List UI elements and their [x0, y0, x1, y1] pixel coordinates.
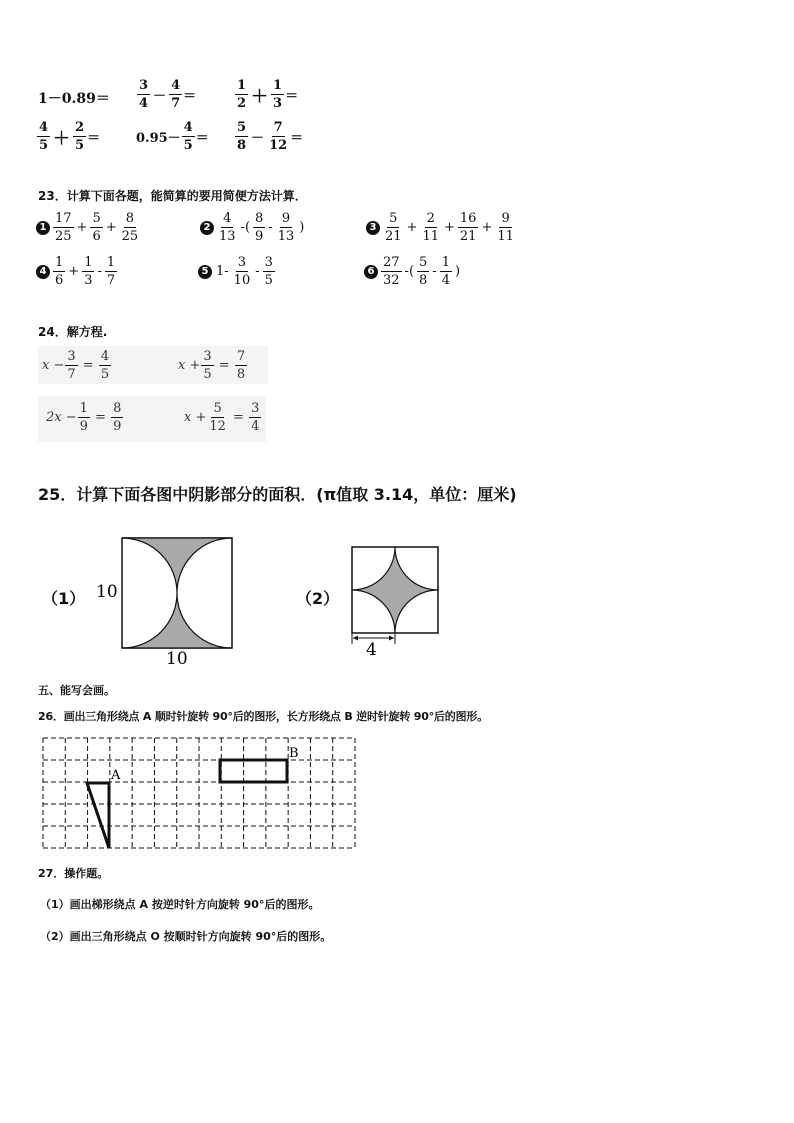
q24-title: 24．解方程.: [38, 325, 108, 339]
q23-item: [198, 256, 276, 287]
fraction: $\frac{1}{7}$: [106, 255, 116, 288]
operator: +: [105, 220, 117, 235]
fraction: $\frac{8}{25}$: [121, 211, 139, 244]
item-number-badge: 1: [36, 221, 50, 235]
fraction: $\frac{3}{5}$: [264, 255, 273, 288]
oral-r2c1: $\frac{4}{5}$ ＋ $\frac{2}{5}$ ＝: [39, 120, 101, 153]
oral-r1c1: [38, 88, 110, 108]
equation: x − $\frac{3}{7}$ = $\frac{4}{5}$: [42, 349, 110, 382]
fig1-label: （1）: [42, 589, 86, 608]
fraction: $\frac{17}{25}$: [55, 211, 72, 244]
fraction: $\frac{27}{32}$: [383, 255, 400, 288]
operator: +: [444, 220, 455, 235]
oral-r1c2: $\frac{3}{4}$ － $\frac{4}{7}$ ＝: [139, 78, 197, 111]
operator: +: [406, 220, 418, 235]
fraction: $\frac{1}{6}$: [55, 255, 64, 288]
item-number-badge: 6: [364, 265, 378, 279]
fraction: $\frac{4}{5}$: [183, 120, 193, 153]
operator: -: [97, 264, 102, 279]
operator: ): [454, 264, 461, 279]
point-b-label: B: [289, 746, 299, 761]
operator: +: [76, 220, 88, 235]
fig1-bottom-label: 10: [166, 649, 188, 669]
fraction: $\frac{4}{13}$: [219, 211, 236, 244]
fraction: $\frac{1}{2}$: [237, 78, 247, 111]
fraction: $\frac{2}{11}$: [422, 211, 439, 244]
q23-title: 23．计算下面各题，能简算的要用简便方法计算．: [38, 189, 307, 203]
fig1-side-label: 10: [96, 582, 118, 602]
operator: +: [481, 220, 493, 235]
equation: x + $\frac{5}{12}$ = $\frac{3}{4}$: [184, 401, 260, 434]
operator: -: [432, 264, 437, 279]
operator: -: [255, 264, 260, 279]
q26-grid-diagram: [40, 735, 358, 850]
oral-expr: 1－0.89＝: [38, 91, 110, 107]
fraction: $\frac{8}{9}$: [255, 211, 264, 244]
fraction: $\frac{4}{7}$: [171, 78, 181, 111]
fraction: $\frac{9}{13}$: [277, 211, 295, 244]
fraction: $\frac{3}{4}$: [139, 78, 149, 111]
figure-2-diagram: [344, 543, 444, 661]
equation: x + $\frac{3}{5}$ = $\frac{7}{8}$: [178, 349, 246, 382]
equation: 2x − $\frac{1}{9}$ = $\frac{8}{9}$: [46, 401, 122, 434]
operator: ): [299, 220, 305, 235]
operator: -(: [240, 220, 251, 235]
oral-r2c3: $\frac{5}{8}$ － $\frac{7}{12}$ ＝: [237, 120, 304, 153]
fig2-label: （2）: [296, 589, 340, 608]
fraction: $\frac{1}{4}$: [441, 255, 450, 288]
operator: -(: [404, 264, 415, 279]
item-number-badge: 3: [366, 221, 380, 235]
fraction: $\frac{4}{5}$: [39, 120, 49, 153]
point-a-label: A: [111, 768, 121, 783]
fraction: $\frac{1}{3}$: [273, 78, 283, 111]
q27-item-1: （1）画出梯形绕点 A 按逆时针方向旋转 90°后的图形。: [40, 898, 320, 911]
q26-title: 26．画出三角形绕点 A 顺时针旋转 90°后的图形，长方形绕点 B 逆时针旋转 90°后的图形。: [38, 710, 488, 723]
triangle-shape: [87, 783, 109, 848]
fraction: $\frac{9}{11}$: [497, 211, 514, 244]
q27-title: 27．操作题。: [38, 867, 109, 880]
fraction: $\frac{3}{10}$: [233, 255, 251, 288]
fraction: $\frac{16}{21}$: [459, 211, 477, 244]
q25-title: 25．计算下面各图中阴影部分的面积．(π值取 3.14，单位：厘米): [38, 485, 517, 504]
figure-1-diagram: [92, 530, 242, 670]
fraction: $\frac{2}{5}$: [75, 120, 85, 153]
fraction: $\frac{5}{21}$: [385, 211, 402, 244]
q27-item-2: （2）画出三角形绕点 O 按顺时针方向旋转 90°后的图形。: [40, 930, 332, 943]
item-number-badge: 4: [36, 265, 50, 279]
operator: +: [68, 264, 80, 279]
operator: 1-: [216, 264, 229, 279]
fraction: $\frac{5}{8}$: [237, 120, 247, 153]
fig2-bottom-label: 4: [366, 640, 377, 660]
q23-item: [366, 212, 517, 243]
fraction: $\frac{1}{3}$: [84, 255, 93, 288]
fraction: $\frac{5}{6}$: [92, 211, 101, 244]
q23-item: [200, 212, 306, 243]
operator: -: [268, 220, 273, 235]
q23-item: [364, 256, 462, 287]
item-number-badge: 2: [200, 221, 214, 235]
fraction: $\frac{7}{12}$: [269, 120, 288, 153]
section5-title: 五、能写会画。: [38, 684, 115, 697]
q23-item: [36, 212, 141, 243]
fraction: $\frac{5}{8}$: [419, 255, 428, 288]
oral-r2c2: 0.95－ $\frac{4}{5}$ ＝: [136, 120, 209, 153]
rectangle-shape: [220, 760, 287, 782]
oral-r1c3: $\frac{1}{2}$ ＋ $\frac{1}{3}$ ＝: [237, 78, 299, 111]
q23-item: [36, 256, 118, 287]
item-number-badge: 5: [198, 265, 212, 279]
